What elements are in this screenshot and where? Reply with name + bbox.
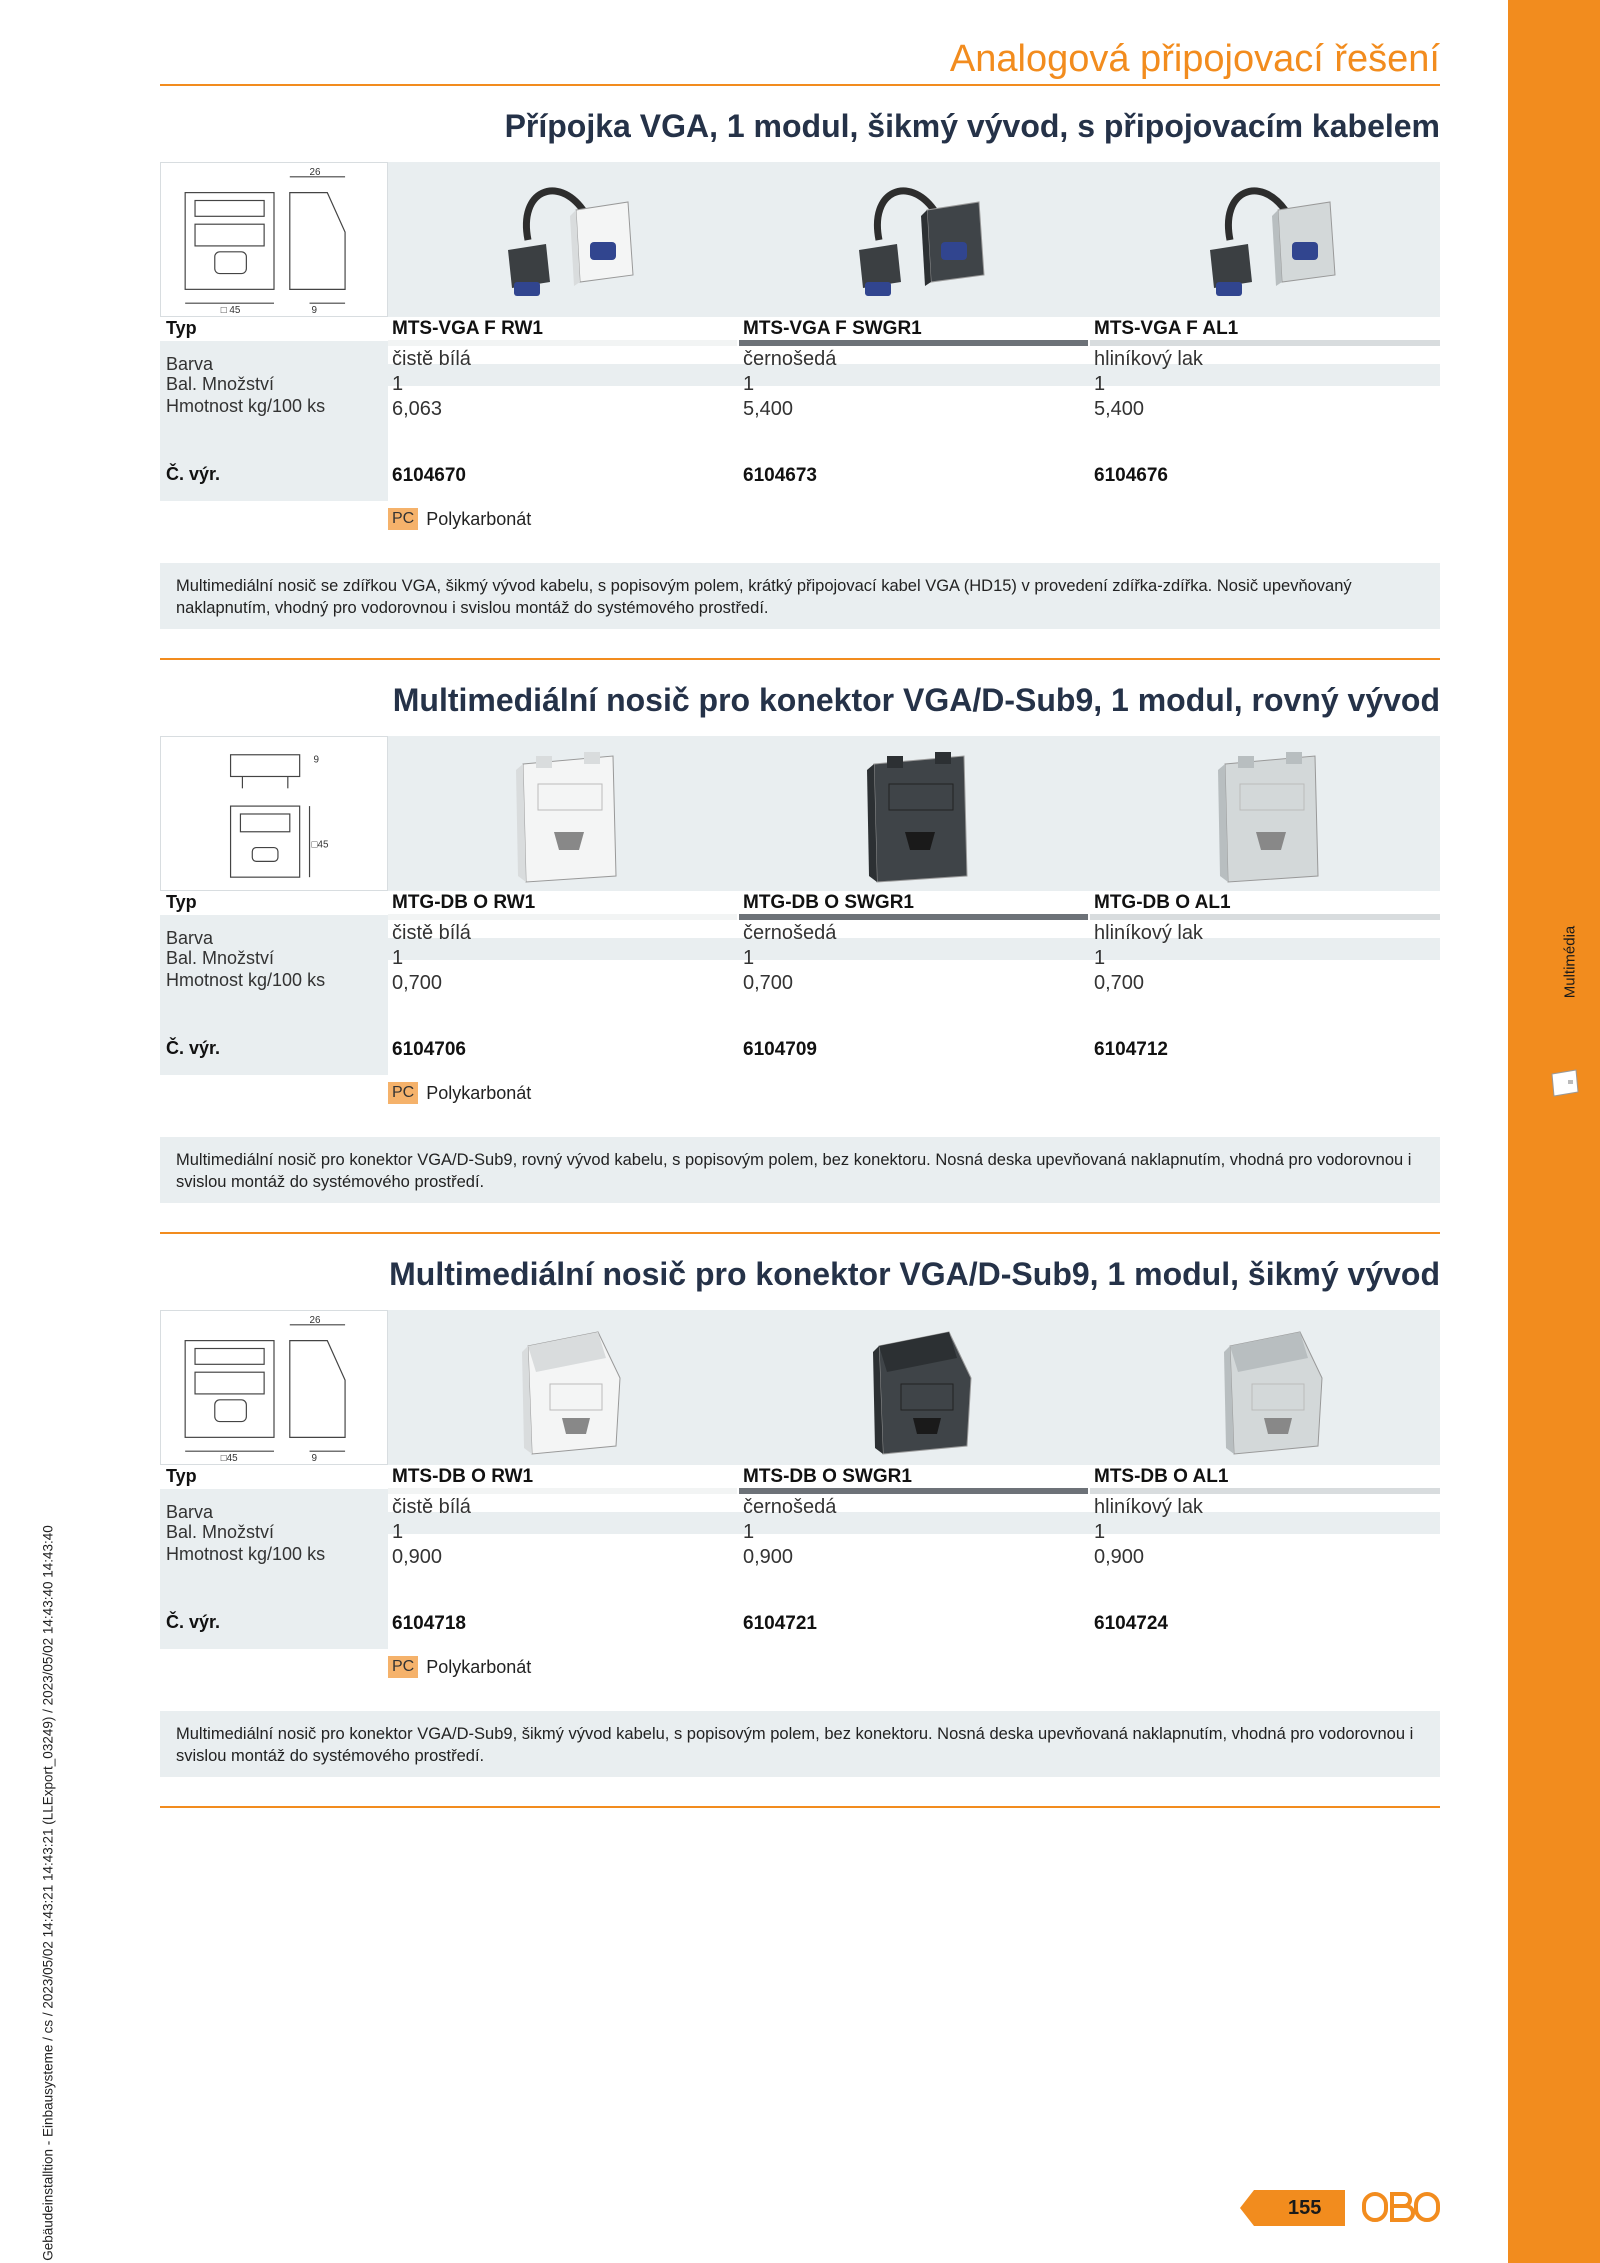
label-barva: Barva [166, 928, 214, 948]
label-barva: Barva [166, 354, 214, 374]
product-color: černošedá [743, 1496, 837, 1518]
label-cvyr: Č. výr. [166, 464, 221, 484]
label-typ: Typ [166, 1466, 197, 1486]
product-image [839, 744, 989, 884]
product-image [488, 1318, 638, 1458]
product-description: Multimediální nosič se zdířkou VGA, šikmý vývod kabelu, s popisovým polem, krátký připojovací kabel VGA (HD15) v provedení zdířka-zdířka. Nosič upevňovaný naklapnutím, vhodný pro vodorovnou i svislou montáž do systémového prostředí. [160, 563, 1440, 629]
color-swatch-bar [388, 914, 737, 920]
sidebar-label: Multimédia [1561, 925, 1579, 999]
product-description: Multimediální nosič pro konektor VGA/D-Sub9, šikmý vývod kabelu, s popisovým polem, bez konektoru. Nosná deska upevňovaná naklapnutím, vhodná pro vodorovnou i svislou montáž do systémového prostředí. [160, 1711, 1440, 1777]
section-title: Multimediální nosič pro konektor VGA/D-Sub9, 1 modul, šikmý vývod [389, 1256, 1440, 1292]
product-type: MTS-VGA F SWGR1 [743, 318, 922, 339]
product-section [160, 1256, 1440, 1765]
product-weight: 0,900 [743, 1546, 794, 1568]
drawing-dim-top: 9 [313, 754, 319, 766]
product-weight: 0,700 [743, 972, 794, 994]
drawing-dim-right: 9 [311, 1453, 317, 1464]
label-cvyr: Č. výr. [166, 1612, 221, 1632]
label-typ: Typ [166, 892, 197, 912]
drawing-dim-left: □ 45 [220, 305, 241, 316]
product-type: MTG-DB O RW1 [392, 892, 536, 913]
product-number: 6104673 [743, 465, 817, 486]
color-swatch-bar [388, 1488, 737, 1494]
product-image [839, 1318, 989, 1458]
product-number: 6104670 [392, 465, 466, 486]
color-swatch-bar [739, 914, 1088, 920]
product-color: čistě bílá [392, 348, 471, 370]
material-badge: PC [388, 508, 418, 530]
product-images [160, 162, 1440, 317]
material-badge: PC [388, 1082, 418, 1104]
label-hmotnost: Hmotnost kg/100 ks [166, 1544, 326, 1564]
drawing-dim-right: 9 [311, 305, 317, 316]
product-number: 6104721 [743, 1613, 817, 1634]
section-divider [160, 1232, 1440, 1234]
product-image [1190, 170, 1340, 310]
material-name: Polykarbonát [426, 508, 532, 529]
section-divider [160, 1806, 1440, 1808]
product-pack-qty: 1 [392, 373, 404, 395]
product-type: MTS-DB O AL1 [1094, 1466, 1229, 1487]
label-bal: Bal. Množství [166, 1522, 275, 1542]
socket-module-icon [1548, 1068, 1582, 1098]
color-swatch-bar [1090, 1488, 1440, 1494]
product-weight: 6,063 [392, 398, 443, 420]
product-section [160, 682, 1440, 1191]
technical-drawing [160, 736, 388, 891]
product-pack-qty: 1 [1094, 1521, 1106, 1543]
product-weight: 5,400 [1094, 398, 1145, 420]
technical-drawing [160, 1310, 388, 1465]
product-number: 6104712 [1094, 1039, 1168, 1060]
product-color: čistě bílá [392, 922, 471, 944]
section-title: Multimediální nosič pro konektor VGA/D-Sub9, 1 modul, rovný vývod [392, 682, 1440, 718]
product-color: hliníkový lak [1094, 922, 1203, 944]
product-weight: 0,900 [1094, 1546, 1145, 1568]
product-pack-qty: 1 [743, 947, 755, 969]
label-barva: Barva [166, 1502, 214, 1522]
product-number: 6104709 [743, 1039, 817, 1060]
product-weight: 5,400 [743, 398, 794, 420]
technical-drawing [160, 162, 388, 317]
label-bal: Bal. Množství [166, 948, 275, 968]
side-tab [1508, 0, 1600, 2263]
product-color: hliníkový lak [1094, 1496, 1203, 1518]
product-image [1190, 744, 1340, 884]
material-note [388, 508, 531, 532]
product-type: MTS-VGA F RW1 [392, 318, 543, 339]
product-type: MTG-DB O AL1 [1094, 892, 1231, 913]
product-image [839, 170, 989, 310]
label-cvyr: Č. výr. [166, 1038, 221, 1058]
product-images [160, 736, 1440, 891]
product-description: Multimediální nosič pro konektor VGA/D-Sub9, rovný vývod kabelu, s popisovým polem, bez konektoru. Nosná deska upevňovaná naklapnutím, vhodná pro vodorovnou i svislou montáž do systémového prostředí. [160, 1137, 1440, 1203]
product-image [488, 170, 638, 310]
page-number: 155 [1288, 2197, 1322, 2219]
product-type: MTG-DB O SWGR1 [743, 892, 914, 913]
drawing-dim-left: □45 [220, 1453, 238, 1464]
label-hmotnost: Hmotnost kg/100 ks [166, 396, 326, 416]
label-hmotnost: Hmotnost kg/100 ks [166, 970, 326, 990]
product-section [160, 108, 1440, 617]
product-type: MTS-DB O SWGR1 [743, 1466, 912, 1487]
material-note [388, 1656, 531, 1680]
product-pack-qty: 1 [1094, 373, 1106, 395]
material-name: Polykarbonát [426, 1082, 532, 1103]
product-number: 6104724 [1094, 1613, 1168, 1634]
product-number: 6104706 [392, 1039, 466, 1060]
product-pack-qty: 1 [743, 1521, 755, 1543]
color-swatch-bar [739, 1488, 1088, 1494]
color-swatch-bar [1090, 340, 1440, 346]
page-title: Analogová připojovací řešení [949, 38, 1440, 80]
page-header [160, 38, 1440, 86]
product-weight: 0,900 [392, 1546, 443, 1568]
material-badge: PC [388, 1656, 418, 1678]
product-number: 6104718 [392, 1613, 466, 1634]
product-images [160, 1310, 1440, 1465]
product-pack-qty: 1 [1094, 947, 1106, 969]
drawing-dim-right: □45 [311, 839, 329, 851]
print-metadata: Gebäudeinstalltion - Einbausysteme / cs / 2023/05/02 14:43:21 14:43:21 (LLExport_03249) / 2023/05/02 14:43:40 14:43:40 [40, 1525, 56, 2261]
drawing-dim-top: 26 [309, 1314, 321, 1326]
color-swatch-bar [1090, 914, 1440, 920]
product-image [1190, 1318, 1340, 1458]
product-number: 6104676 [1094, 465, 1168, 486]
product-pack-qty: 1 [743, 373, 755, 395]
product-type: MTS-VGA F AL1 [1094, 318, 1239, 339]
section-divider [160, 658, 1440, 660]
product-pack-qty: 1 [392, 1521, 404, 1543]
section-title: Přípojka VGA, 1 modul, šikmý vývod, s připojovacím kabelem [504, 108, 1440, 144]
product-weight: 0,700 [1094, 972, 1145, 994]
color-swatch-bar [739, 340, 1088, 346]
product-weight: 0,700 [392, 972, 443, 994]
product-type: MTS-DB O RW1 [392, 1466, 534, 1487]
color-swatch-bar [388, 340, 737, 346]
drawing-dim-top: 26 [309, 166, 321, 178]
label-typ: Typ [166, 318, 197, 338]
material-name: Polykarbonát [426, 1656, 532, 1677]
product-color: hliníkový lak [1094, 348, 1203, 370]
material-note [388, 1082, 531, 1106]
product-color: černošedá [743, 922, 837, 944]
obo-logo [1362, 2190, 1440, 2224]
label-bal: Bal. Množství [166, 374, 275, 394]
product-color: čistě bílá [392, 1496, 471, 1518]
product-color: černošedá [743, 348, 837, 370]
product-image [488, 744, 638, 884]
product-pack-qty: 1 [392, 947, 404, 969]
